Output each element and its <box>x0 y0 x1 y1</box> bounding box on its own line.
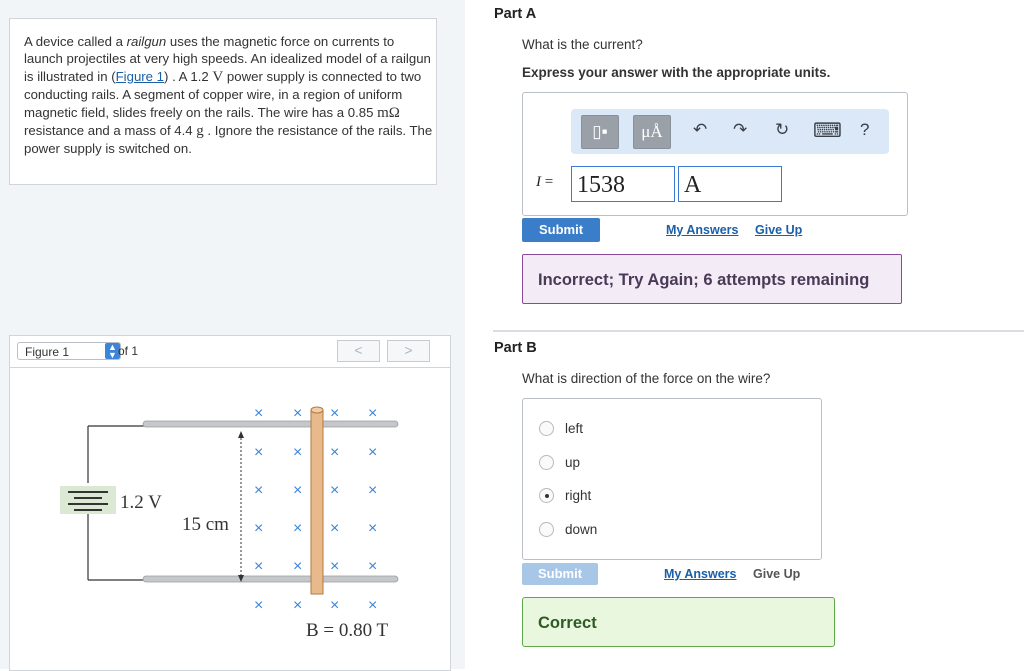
part-b-my-answers-link[interactable]: My Answers <box>664 567 737 581</box>
svg-text:×: × <box>254 520 264 537</box>
bottom-rail <box>143 576 398 582</box>
part-b-feedback: Correct <box>522 597 835 647</box>
redo-icon[interactable]: ↷ <box>733 120 748 139</box>
svg-text:×: × <box>330 444 340 461</box>
divider <box>493 330 1024 332</box>
unit-input[interactable]: A <box>678 166 782 202</box>
left-panel <box>0 0 465 669</box>
radio-up[interactable] <box>539 455 554 470</box>
svg-text:×: × <box>330 558 340 575</box>
radio-down[interactable] <box>539 522 554 537</box>
chevron-updown-icon: ▲ ▼ <box>105 343 120 359</box>
svg-text:×: × <box>330 482 340 499</box>
part-b-question: What is direction of the force on the wire? <box>522 371 771 386</box>
copper-wire <box>311 410 323 594</box>
figure-toolbar <box>10 336 450 368</box>
svg-text:×: × <box>293 520 303 537</box>
undo-icon[interactable]: ↶ <box>693 120 708 139</box>
figure-count: of 1 <box>118 344 139 358</box>
railgun-diagram <box>10 368 450 668</box>
templates-button[interactable]: ▯▪ <box>581 115 619 149</box>
top-rail <box>143 421 398 427</box>
part-a-instruction: Express your answer with the appropriate units. <box>522 65 831 80</box>
reset-icon[interactable]: ↻ <box>775 120 790 139</box>
svg-text:×: × <box>254 405 264 422</box>
field-label: B = 0.80 T <box>306 620 389 641</box>
svg-text:×: × <box>368 444 378 461</box>
part-a-submit-button[interactable]: Submit <box>522 218 600 242</box>
svg-text:×: × <box>293 558 303 575</box>
svg-text:×: × <box>293 597 303 614</box>
length-label: 15 cm <box>182 514 229 535</box>
part-b-give-up-link: Give Up <box>753 567 801 581</box>
svg-text:×: × <box>254 558 264 575</box>
svg-text:×: × <box>368 558 378 575</box>
part-a-give-up-link[interactable]: Give Up <box>755 223 803 237</box>
svg-text:×: × <box>368 520 378 537</box>
part-a-title: Part A <box>494 6 537 22</box>
figure-panel <box>9 335 451 671</box>
svg-text:×: × <box>293 405 303 422</box>
svg-text:×: × <box>254 482 264 499</box>
part-b-submit-button[interactable]: Submit <box>522 563 598 585</box>
value-input[interactable]: 1538 <box>571 166 675 202</box>
svg-text:×: × <box>254 597 264 614</box>
radio-left[interactable] <box>539 421 554 436</box>
prev-figure-button[interactable]: < <box>337 340 380 362</box>
math-toolbar <box>571 109 889 154</box>
svg-text:×: × <box>293 444 303 461</box>
next-figure-button[interactable]: > <box>387 340 430 362</box>
svg-text:×: × <box>330 520 340 537</box>
svg-text:×: × <box>330 405 340 422</box>
voltage-label: 1.2 V <box>120 492 162 513</box>
part-a-my-answers-link[interactable]: My Answers <box>666 223 739 237</box>
part-a-question: What is the current? <box>522 37 643 52</box>
svg-text:×: × <box>330 597 340 614</box>
units-button[interactable]: μÅ <box>633 115 671 149</box>
answer-box <box>522 92 908 216</box>
keyboard-icon[interactable]: ⌨ <box>813 120 842 142</box>
figure-select[interactable]: Figure 1 ▲ ▼ <box>17 342 121 360</box>
current-label: I = <box>536 174 554 190</box>
right-panel <box>465 0 1024 669</box>
svg-text:×: × <box>254 444 264 461</box>
radio-right[interactable] <box>539 488 554 503</box>
problem-statement: A device called a railgun uses the magnetic force on currents to launch projectiles at very high speeds. An idealized model of a railgun is illustrated in (Figure 1) . A 1.2 V power supply is connected to two conducting rails. A segment of copper wire, in a region of uniform magnetic field, slides freely on the rails. The wire has a 0.85 mΩ resistance and a mass of 4.4 g . Ignore the resistance of the rails. The power supply is switched on. <box>9 18 437 185</box>
svg-text:×: × <box>293 482 303 499</box>
svg-text:×: × <box>368 405 378 422</box>
svg-text:×: × <box>368 597 378 614</box>
help-icon[interactable]: ? <box>860 120 870 139</box>
part-a-feedback: Incorrect; Try Again; 6 attempts remaining <box>522 254 902 304</box>
figure-link[interactable]: Figure 1 <box>115 68 165 84</box>
choice-list: left up right down <box>522 398 822 560</box>
svg-text:×: × <box>368 482 378 499</box>
part-b-title: Part B <box>494 340 537 356</box>
